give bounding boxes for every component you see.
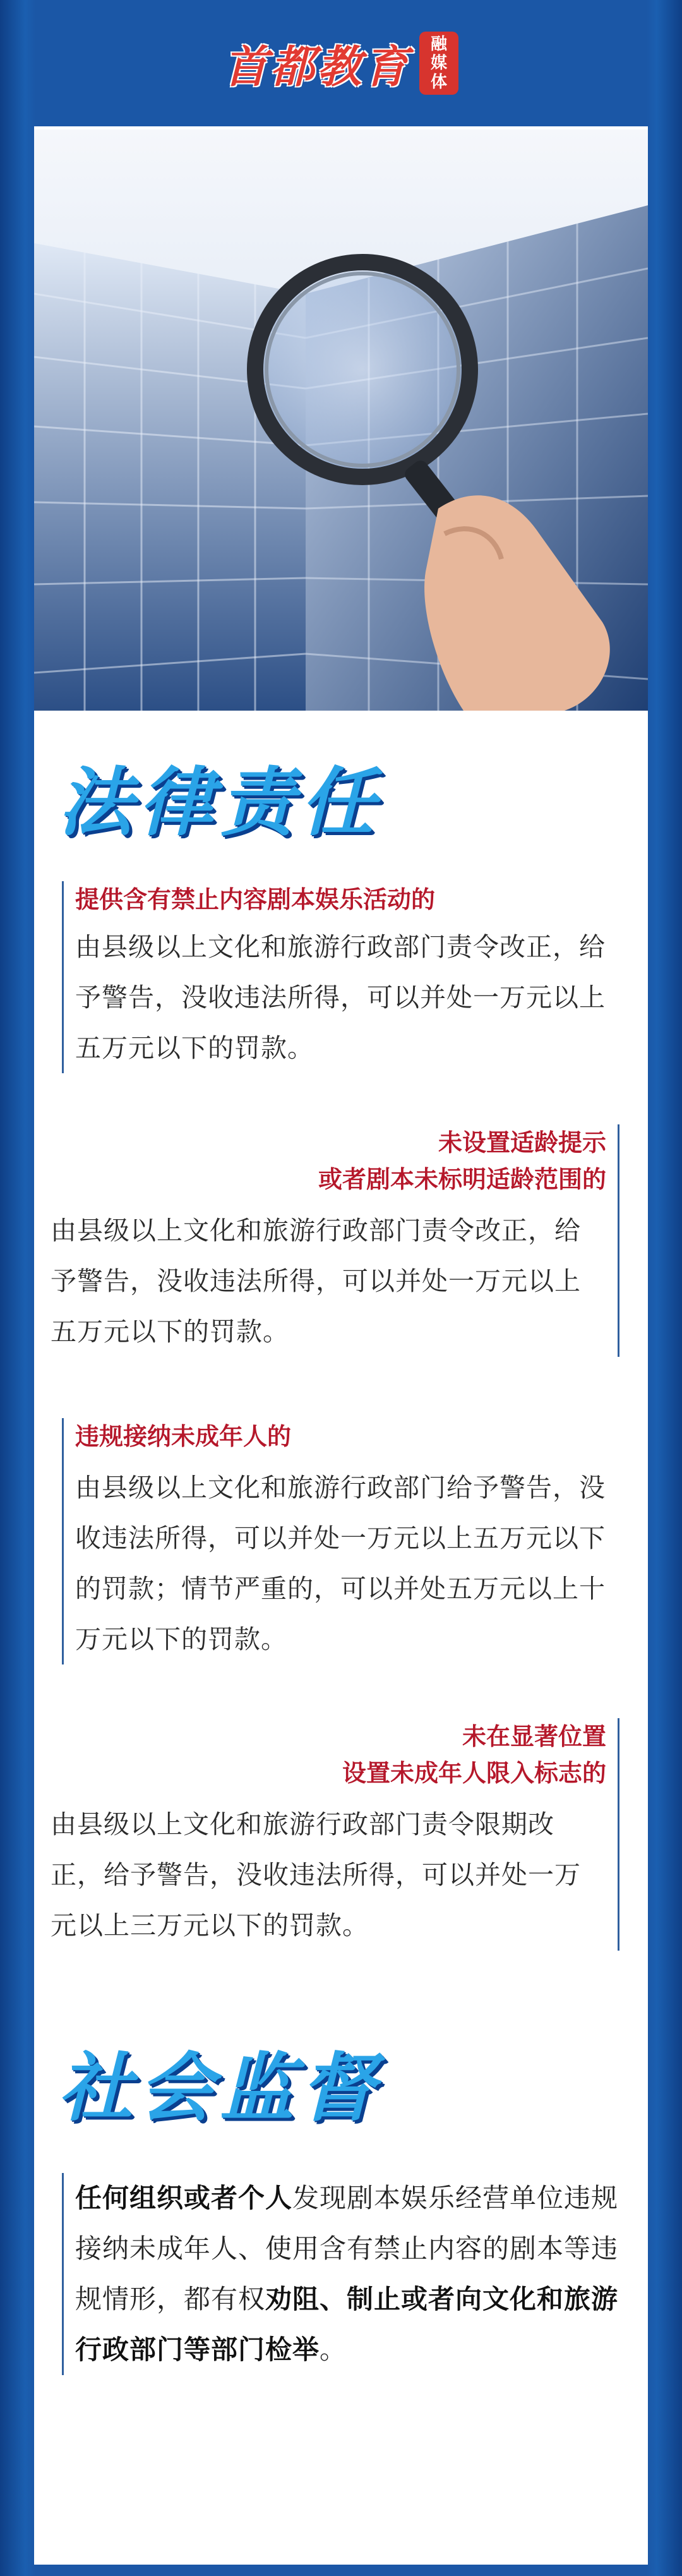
section-title-social: 社会监督 (58, 2044, 382, 2131)
legal-item-body: 由县级以上文化和旅游行政部门责令改正，给予警告，没收违法所得，可以并处一万元以上五万元以下的罚款。 (51, 1215, 581, 1347)
seal-char: 体 (430, 73, 447, 92)
social-paragraph (62, 2173, 631, 2375)
legal-item-2 (51, 1124, 619, 1357)
legal-item-heading: 提供含有禁止内容剧本娱乐活动的 (75, 886, 436, 913)
seal-char: 媒 (430, 54, 447, 73)
magnifying-glass-skyscraper-icon (34, 129, 648, 711)
legal-item-4 (51, 1718, 619, 1951)
legal-item-3 (62, 1418, 631, 1664)
legal-item-heading: 未在显著位置 (462, 1723, 606, 1750)
legal-item-heading: 违规接纳未成年人的 (75, 1423, 292, 1450)
brand-seal (419, 32, 458, 95)
legal-item-body: 由县级以上文化和旅游行政部门责令改正，给予警告，没收违法所得，可以并处一万元以上五万元以下的罚款。 (75, 932, 606, 1063)
social-bold-subject: 任何组织或者个人 (75, 2182, 293, 2213)
brand-logo-text: 首都教育 (224, 40, 410, 93)
legal-item-body: 由县级以上文化和旅游行政部门责令限期改正，给予警告，没收违法所得，可以并处一万元以上三万元以下的罚款。 (51, 1809, 581, 1941)
hero-image (34, 129, 648, 711)
legal-item-body: 由县级以上文化和旅游行政部门给予警告，没收违法所得，可以并处一万元以上五万元以下的罚款；情节严重的，可以并处五万元以上十万元以下的罚款。 (75, 1472, 606, 1654)
social-text-part: 发现剧本娱乐经营单位违规接纳未成年人、使用含有禁止内容的剧本等违规情形，都有权 (75, 2182, 619, 2314)
page-header (0, 0, 682, 126)
social-text (75, 2173, 631, 2375)
legal-item-heading: 设置未成年人限入标志的 (342, 1759, 606, 1787)
legal-item-1 (62, 881, 631, 1073)
legal-item-heading: 或者剧本未标明适龄范围的 (318, 1165, 606, 1193)
legal-item-heading: 未设置适龄提示 (438, 1129, 606, 1157)
section-title-legal: 法律责任 (58, 759, 382, 846)
seal-char: 融 (430, 35, 447, 54)
social-text-end: 。 (320, 2334, 347, 2365)
social-bold-action: 劝阻、制止或者向文化和旅游行政部门等部门检举 (75, 2284, 619, 2365)
